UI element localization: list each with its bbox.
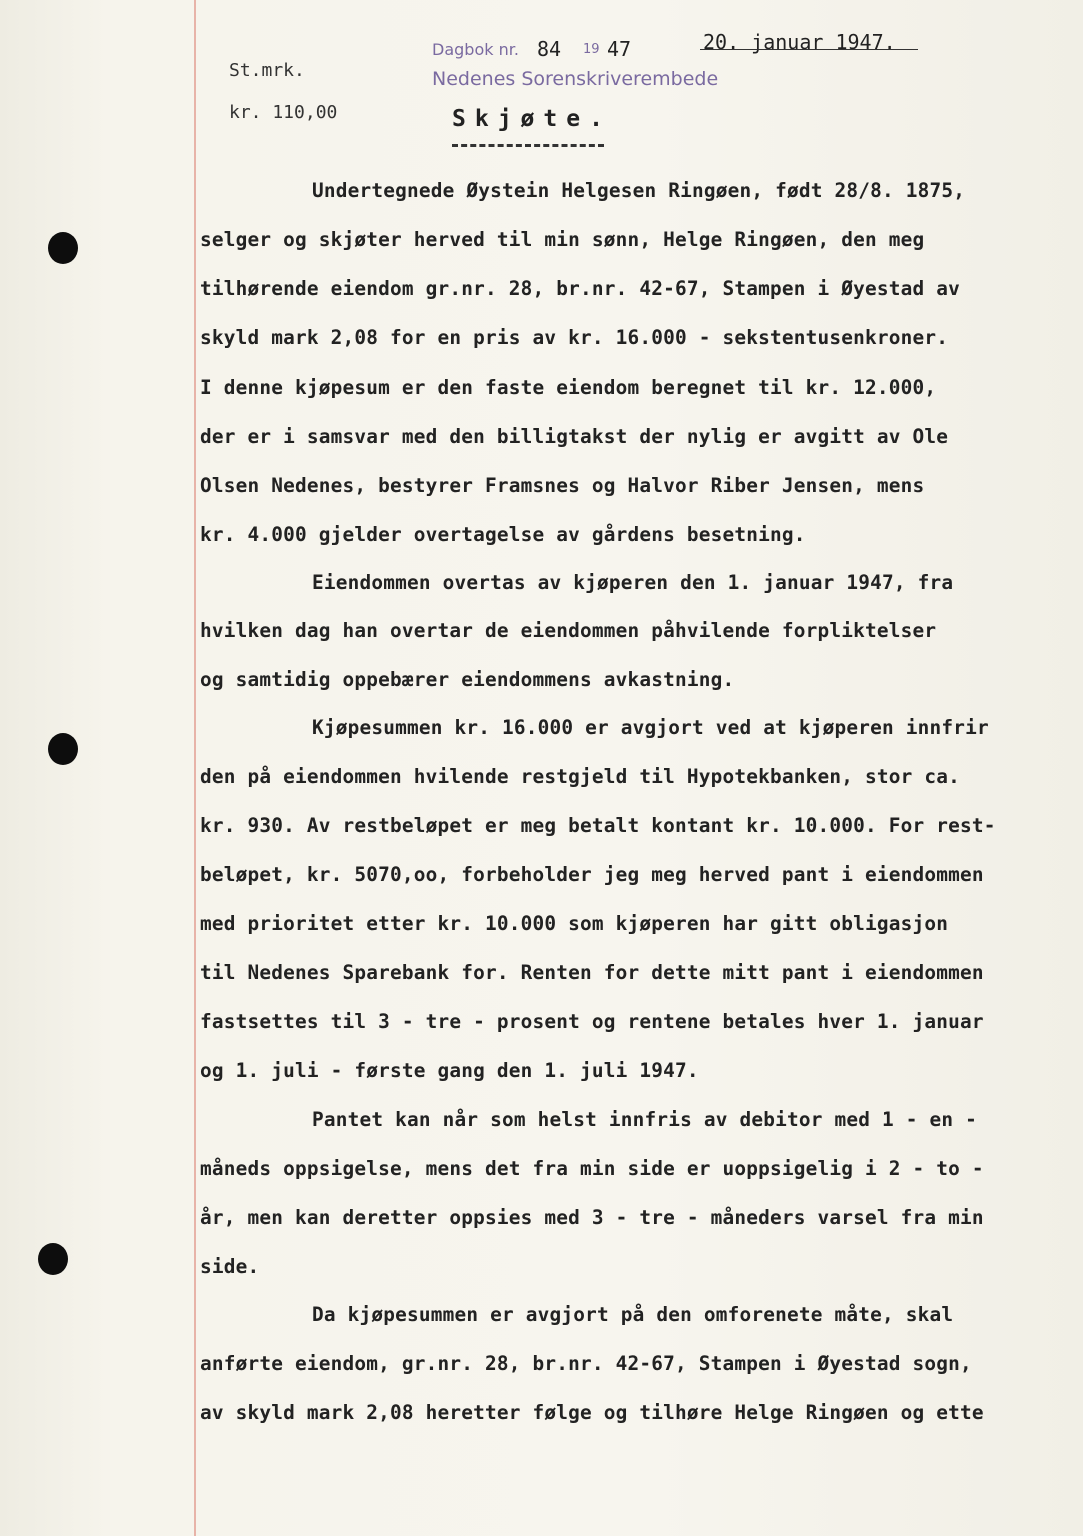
body-line: den på eiendommen hvilende restgjeld til Hypotekbanken, stor ca. <box>200 765 960 788</box>
body-line: kr. 4.000 gjelder overtagelse av gårdens besetning. <box>200 523 806 546</box>
body-line: beløpet, kr. 5070,oo, forbeholder jeg meg herved pant i eiendommen <box>200 863 984 886</box>
punch-hole-middle <box>48 733 78 765</box>
body-line: fastsettes til 3 - tre - prosent og rentene betales hver 1. januar <box>200 1010 984 1033</box>
body-line: selger og skjøter herved til min sønn, Helge Ringøen, den meg <box>200 228 925 251</box>
margin-rule <box>194 0 196 1536</box>
body-line: måneds oppsigelse, mens det fra min side er uoppsigelig i 2 - to - <box>200 1157 984 1180</box>
fee-amount: kr. 110,00 <box>229 102 338 123</box>
body-line: hvilken dag han overtar de eiendommen påhvilende forpliktelser <box>200 619 937 642</box>
body-line: av skyld mark 2,08 heretter følge og tilhøre Helge Ringøen og ette <box>200 1401 984 1424</box>
body-line: der er i samsvar med den billigtakst der nylig er avgitt av Ole <box>200 425 949 448</box>
body-line: og 1. juli - første gang den 1. juli 1947. <box>200 1059 699 1082</box>
dagbok-year-prefix: 19 <box>583 42 600 57</box>
body-line: Da kjøpesummen er avgjort på den omforenete måte, skal <box>312 1303 954 1326</box>
dagbok-year: 47 <box>607 37 632 61</box>
body-line: med prioritet etter kr. 10.000 som kjøperen har gitt obligasjon <box>200 912 949 935</box>
document-title: Skjøte. <box>452 106 612 132</box>
body-line: Undertegnede Øystein Helgesen Ringøen, født 28/8. 1875, <box>312 179 966 202</box>
body-line: til Nedenes Sparebank for. Renten for dette mitt pant i eiendommen <box>200 961 984 984</box>
body-line: anførte eiendom, gr.nr. 28, br.nr. 42-67, Stampen i Øyestad sogn, <box>200 1352 972 1375</box>
punch-hole-bottom <box>38 1243 68 1275</box>
dagbok-number: 84 <box>537 37 562 61</box>
body-line: Pantet kan når som helst innfris av debitor med 1 - en - <box>312 1108 977 1131</box>
document-date: 20. januar 1947. <box>703 30 896 54</box>
office-stamp: Nedenes Sorenskriverembede <box>432 68 719 90</box>
body-line: I denne kjøpesum er den faste eiendom beregnet til kr. 12.000, <box>200 376 937 399</box>
body-line: kr. 930. Av restbeløpet er meg betalt kontant kr. 10.000. For rest- <box>200 814 996 837</box>
punch-hole-top <box>48 232 78 264</box>
body-line: side. <box>200 1255 260 1278</box>
stamp-mark-label: St.mrk. <box>229 60 305 81</box>
date-underline <box>700 49 918 50</box>
body-line: Eiendommen overtas av kjøperen den 1. januar 1947, fra <box>312 571 954 594</box>
body-line: Kjøpesummen kr. 16.000 er avgjort ved at kjøperen innfrir <box>312 716 989 739</box>
body-line: Olsen Nedenes, bestyrer Framsnes og Halvor Riber Jensen, mens <box>200 474 925 497</box>
body-line: år, men kan deretter oppsies med 3 - tre - måneders varsel fra min <box>200 1206 984 1229</box>
dagbok-label: Dagbok nr. <box>432 40 519 59</box>
body-line: og samtidig oppebærer eiendommens avkastning. <box>200 668 735 691</box>
title-underline <box>452 144 604 147</box>
body-line: skyld mark 2,08 for en pris av kr. 16.000 - sekstentusenkroner. <box>200 326 949 349</box>
body-line: tilhørende eiendom gr.nr. 28, br.nr. 42-67, Stampen i Øyestad av <box>200 277 960 300</box>
